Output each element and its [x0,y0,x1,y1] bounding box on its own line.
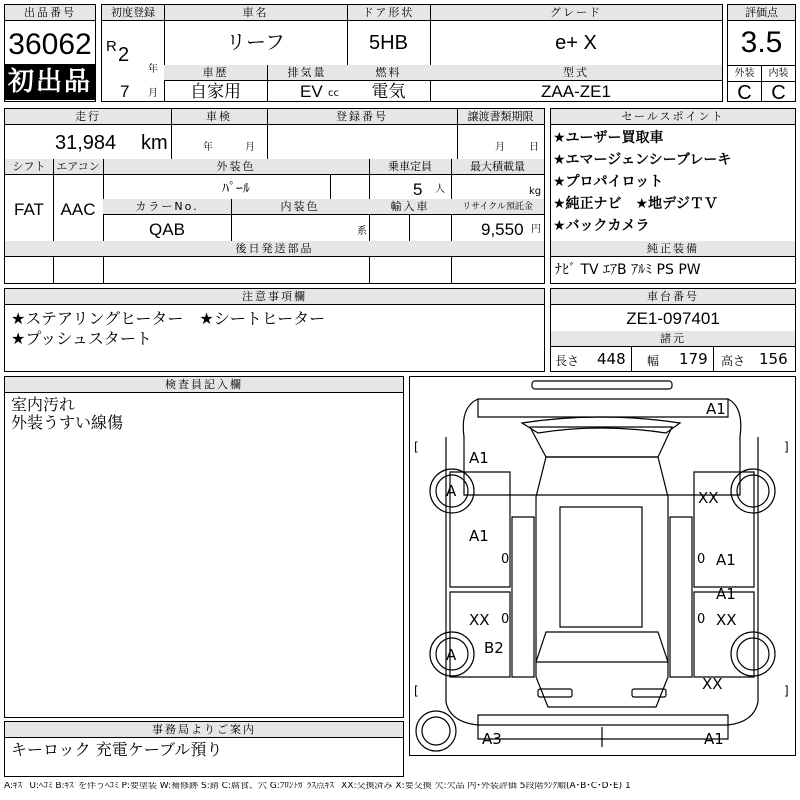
note-line: ★プッシュスタート [11,329,152,348]
registration-month: 7 [120,82,130,101]
sales-point: ★純正ナビ ★地デジＴＶ [553,196,718,212]
aircon-label: エアコン [53,159,103,175]
damage-mark-rear-left-door: XX [469,611,490,629]
aircon-value: AAC [60,200,96,219]
legend-text: A:ｷｽﾞ U:ﾍｺﾐ B:ｷｽﾞを伴うﾍｺﾐ P:要塗装 W:補修跡 S:錆 C:腐食、穴 G:ﾌﾛﾝﾄｶﾞﾗｽ点ｷｽﾞ XX:交換済み X:要交換 欠:欠品 内･外装評価 5段階ﾗﾝｸ順(A･B･C･D･E) 1 [4,782,631,791]
recycle-value: 9,550 [481,220,524,239]
inspection-month-unit: 月 [245,142,255,153]
sales-point: ★エマージェンシーブレーキ [553,152,732,168]
color-label: 外装色 [103,159,369,175]
width-value: 179 [679,350,708,368]
notes-box [4,288,545,372]
chassis-box [550,288,796,372]
registration-month-unit: 月 [148,88,158,99]
max-load-unit: kg [529,186,542,197]
mileage-unit: km [141,132,168,154]
shift-label: シフト [5,159,53,175]
sales-points-label: セールスポイント [551,109,795,125]
interior-color-suffix: 系 [357,226,367,237]
damage-mark-rear-left-wheel: A [446,646,457,664]
door-label: ドア形状 [347,5,430,21]
zero-marker: 0 [501,552,510,567]
bracket: ] [784,684,789,698]
fuel: 電気 [371,82,406,101]
lot-number: 36062 [8,28,92,61]
score-box [727,4,796,102]
bracket: ] [784,440,789,454]
car-damage-diagram [410,377,795,755]
capacity-label: 乗車定員 [369,159,451,175]
displacement-unit: cc [328,88,339,99]
damage-mark-rear-right-panel: XX [716,611,737,629]
exterior-color: ﾊﾟｰﾙ [222,180,250,196]
zero-marker: 0 [697,552,706,567]
height-value: 156 [759,350,788,368]
model-code: ZAA-ZE1 [541,82,611,101]
sales-points-box [550,108,796,284]
office-notice-box [4,721,404,777]
equipment-value: ﾅﾋﾞ TV ｴｱB ｱﾙﾐ PS PW [555,262,701,278]
history: 自家用 [190,82,241,101]
office-label: 事務局よりご案内 [5,722,403,738]
damage-mark-front-left-wheel: A [446,482,457,500]
transfer-day-unit: 日 [529,142,539,153]
interior-label: 内装 [768,68,789,79]
reg-number-label: 登録番号 [267,109,457,125]
office-text: キーロック 充電ケーブル預り [11,740,223,759]
bracket: [ [414,440,419,454]
registration-year-unit: 年 [148,64,158,75]
registration-year: 2 [118,44,130,66]
damage-mark-front-right-wheel: XX [698,489,719,507]
transfer-month-unit: 月 [495,142,505,153]
transfer-label: 譲渡書類期限 [457,109,544,125]
mileage-value: 31,984 [55,132,117,154]
first-listing-badge: 初出品 [5,64,95,100]
damage-mark-rear-right-door: A1 [716,585,736,603]
dimensions-label: 諸元 [551,331,795,347]
exterior-grade: C [737,82,752,104]
max-load-label: 最大積載量 [451,159,544,175]
interior-color-label: 内装色 [231,199,369,215]
car-name-label: 車名 [164,5,347,21]
inspector-box [4,376,404,718]
sales-point: ★バックカメラ [553,218,650,234]
sales-point: ★ユーザー買取車 [553,130,664,146]
equipment-label: 純正装備 [551,241,795,257]
interior-grade: C [771,82,786,104]
damage-mark-rear-right-quarter: XX [702,675,723,693]
shift-value: FAT [14,200,44,219]
inspector-line: 外装うすい線傷 [11,413,124,432]
inspection-label: 車検 [171,109,267,125]
mileage-label: 走行 [5,109,171,125]
import-label: 輸入車 [369,199,451,215]
registration-label: 初度登録 [102,5,164,21]
capacity-value: 5 [413,180,423,199]
damage-mark-front-left-door: A1 [469,527,489,545]
damage-diagram-box [409,376,796,756]
damage-mark-front-left-fender: A1 [469,449,489,467]
color-code-label: カラーNo. [103,199,231,215]
color-code: QAB [149,220,185,239]
exterior-label: 外装 [734,68,755,79]
zero-marker: 0 [697,612,706,627]
recycle-unit: 円 [531,224,541,235]
width-label: 幅 [647,354,660,368]
grade-label: グレード [430,5,722,21]
damage-mark-hood: A1 [706,400,726,418]
chassis-label: 車台番号 [551,289,795,305]
damage-mark-front-right-door: A1 [716,551,736,569]
history-label: 車歴 [164,65,267,81]
chassis-number: ZE1-097401 [626,309,720,328]
length-label: 長さ [555,354,580,368]
bracket: [ [414,684,419,698]
damage-mark-rear-left-fender: B2 [484,639,504,657]
note-line: ★ステアリングヒーター ★シートヒーター [11,309,326,328]
displacement-label: 排気量 [267,65,347,81]
car-name: リーフ [226,32,285,54]
door-type: 5HB [369,32,408,54]
damage-mark-rear-bumper-right: A1 [704,730,724,748]
vehicle-info-box [101,4,723,102]
capacity-unit: 人 [435,184,445,195]
inspector-line: 室内汚れ [11,395,76,414]
damage-mark-rear-bumper-left: A3 [482,730,502,748]
height-label: 高さ [721,354,746,368]
later-parts-label: 後日発送部品 [5,241,544,257]
sales-point: ★プロパイロット [553,174,664,190]
grade: e+ X [555,32,597,54]
inspection-year-unit: 年 [203,142,213,153]
recycle-label: リサイクル預託金 [451,199,544,215]
lot-number-label: 出品番号 [5,5,95,21]
notes-label: 注意事項欄 [5,289,544,305]
registration-era: R [106,38,117,55]
inspector-label: 検査員記入欄 [5,377,403,393]
fuel-label: 燃料 [347,65,430,81]
details-box [4,108,545,284]
score-value: 3.5 [740,26,783,59]
score-label: 評価点 [728,5,795,21]
displacement: EV [300,82,323,101]
zero-marker: 0 [501,612,510,627]
length-value: 448 [597,350,626,368]
model-label: 型式 [430,65,722,81]
